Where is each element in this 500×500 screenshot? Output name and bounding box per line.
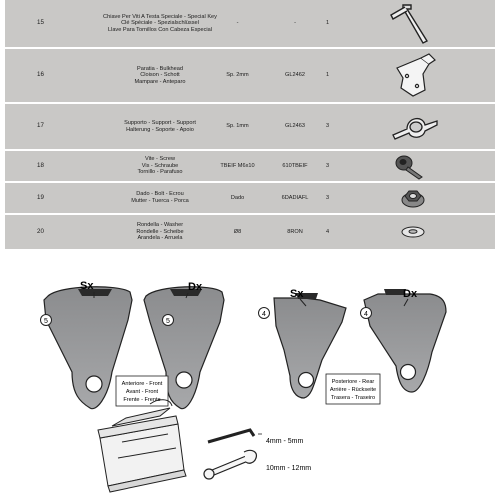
desc-line: Chiave Per Viti A Testa Speciale - Special Key [103, 13, 217, 20]
desc-line: Paratia - Bulkhead [136, 65, 184, 72]
desc-line: Mutter - Tuerca - Porca [131, 198, 189, 204]
table-row [5, 49, 495, 104]
special-key-icon [375, 0, 450, 47]
part-code: GL2463 [285, 123, 305, 130]
caption-line: Frente - Frente [123, 397, 161, 403]
desc-line: Halterung - Soporte - Apoio [126, 126, 194, 133]
support-clamp-icon [375, 104, 450, 149]
part-code: - [294, 20, 296, 27]
part-spec: Sp. 2mm [226, 72, 249, 79]
part-number: 20 [37, 227, 44, 235]
toolbox-icon [98, 400, 186, 492]
part-number: 18 [37, 161, 44, 169]
right-side-label: Dx [403, 288, 418, 300]
part-spec: Dado [230, 194, 245, 201]
left-side-label: Sx [80, 280, 94, 292]
caption-line: Avant - Front [125, 389, 159, 395]
part-quantity: 3 [325, 123, 330, 130]
part-spec: - [236, 20, 239, 27]
tool-size-label: 10mm - 12mm [266, 465, 312, 472]
desc-line: Supporto - Support - Support [124, 119, 196, 126]
nut-icon [375, 183, 450, 213]
desc-line: Cloison - Schott [140, 72, 180, 79]
part-quantity: 1 [325, 72, 330, 79]
part-number: 15 [37, 19, 44, 27]
callout-number: 5 [166, 318, 170, 325]
desc-line: Rondella - Washer [136, 222, 184, 229]
table-row [5, 0, 495, 49]
caption-line: Arrière - Rückseite [329, 387, 377, 393]
part-spec: TBEIF M6x10 [220, 162, 255, 169]
part-code: GL2462 [285, 72, 305, 79]
left-side-label: Sx [290, 288, 304, 300]
parts-table [5, 0, 495, 249]
part-spec: Sp. 1mm [226, 123, 249, 130]
desc-line: Tornillo - Parafuso [137, 169, 183, 176]
table-row [5, 183, 495, 215]
tool-size-label: 4mm - 5mm [266, 438, 304, 445]
part-code: 8RON [287, 228, 303, 235]
part-number: 19 [37, 193, 44, 201]
desc-line: Arandela - Arruela [137, 235, 183, 242]
part-spec: Ø8 [233, 228, 242, 235]
desc-line: Dado - Bolt - Ecrou [136, 191, 184, 198]
washer-icon [375, 215, 450, 249]
table-row [5, 151, 495, 183]
desc-line: Mampare - Anteparo [134, 78, 186, 85]
table-row [5, 215, 495, 249]
wrench-icon [204, 450, 256, 479]
part-quantity: 4 [325, 228, 330, 235]
desc-line: Llave Para Tornillos Con Cabeza Especial [107, 26, 213, 33]
desc-line: Vis - Schraube [141, 162, 179, 169]
part-number: 17 [37, 122, 44, 130]
part-code: 6DADIAFL [281, 194, 309, 201]
part-code: 610TBEIF [282, 162, 308, 169]
callout-number: 4 [364, 311, 368, 318]
caption-line: Anteriore - Front [121, 381, 163, 387]
allen-key-icon [208, 430, 254, 442]
right-side-label: Dx [188, 281, 203, 293]
callout-number: 4 [262, 311, 266, 318]
mounting-diagram [0, 252, 500, 500]
caption-line: Trasera - Traseiro [330, 395, 376, 401]
callout-number: 5 [44, 318, 48, 325]
part-quantity: 1 [325, 20, 330, 27]
caption-line: Posteriore - Rear [331, 379, 375, 385]
part-quantity: 3 [325, 194, 330, 201]
desc-line: Vite - Screw [144, 156, 176, 163]
part-quantity: 3 [325, 162, 330, 169]
desc-line: Rondelle - Scheibe [136, 228, 184, 235]
part-number: 16 [37, 71, 44, 79]
bulkhead-plate-icon [375, 49, 450, 102]
screw-icon [375, 151, 450, 181]
table-row [5, 104, 495, 151]
desc-line: Clé Spéciale - Spezialschlüssel [121, 20, 199, 27]
